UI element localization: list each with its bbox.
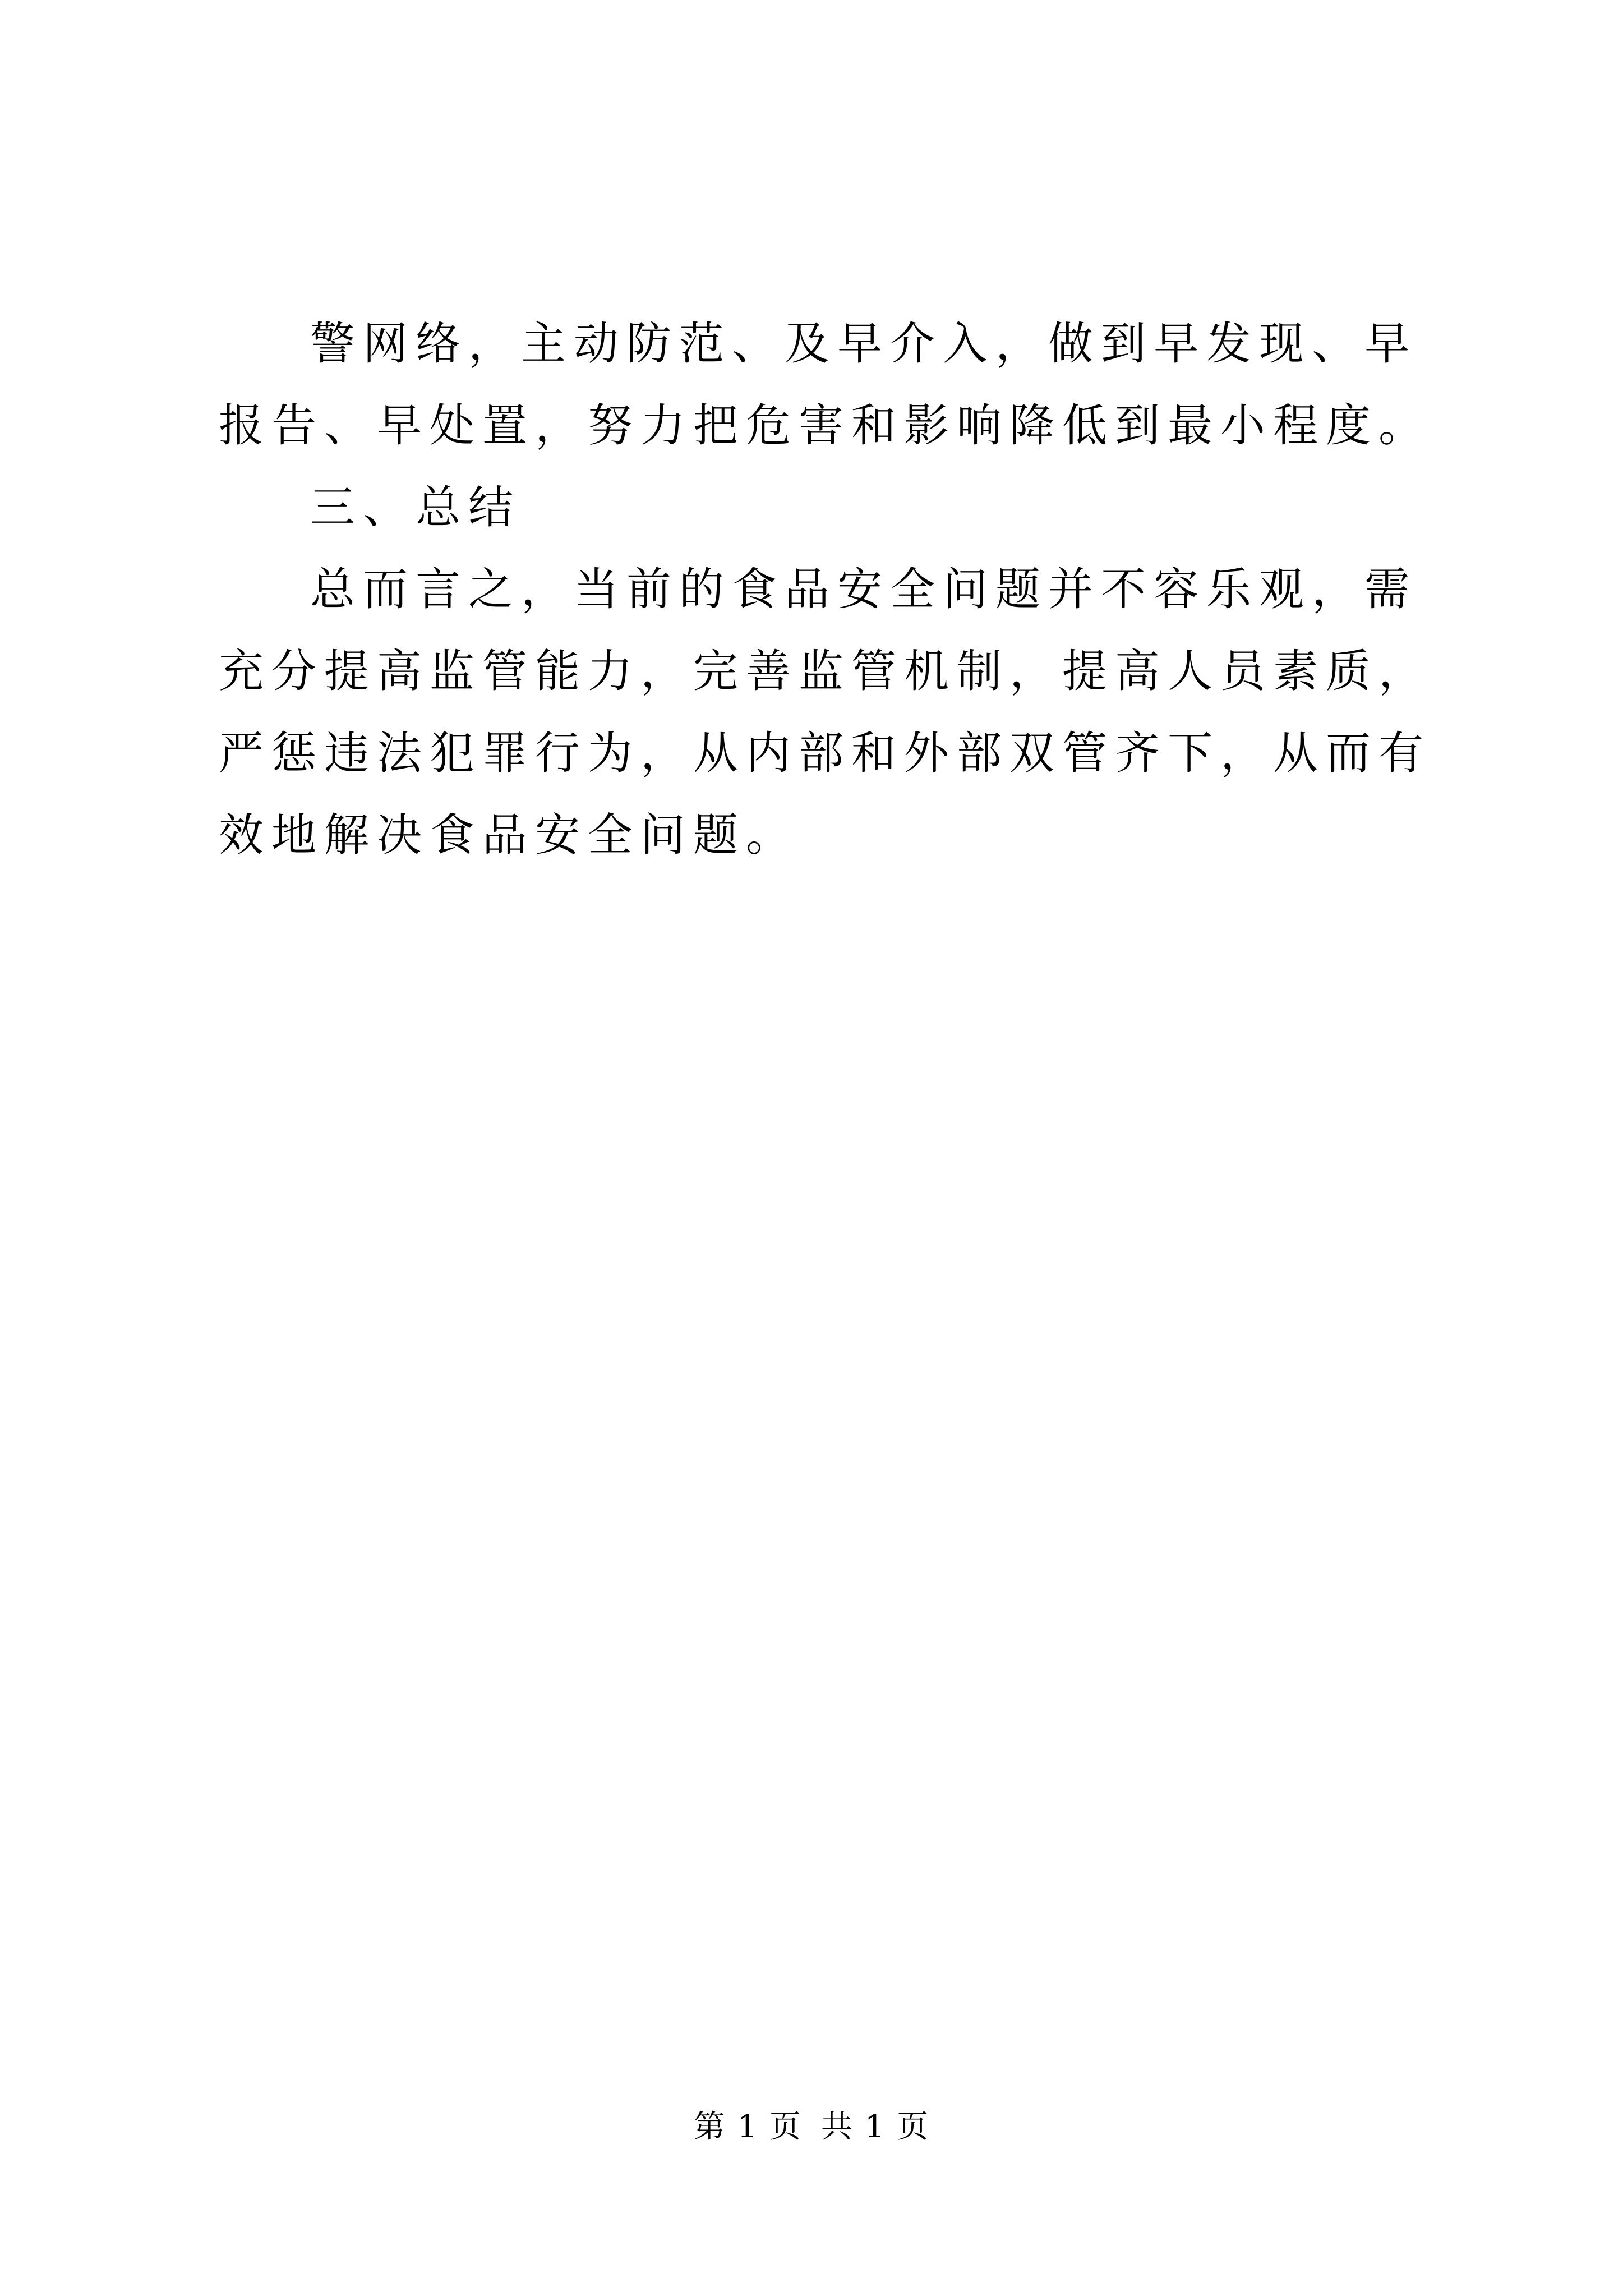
page-number: 第 1 页 [693, 2109, 802, 2145]
paragraph-continuation: 警网络，主动防范、及早介入，做到早发现、早报告、早处置，努力把危害和影响降低到最小程度。 [219, 318, 1431, 452]
section-heading-summary: 三、总结 [310, 481, 521, 533]
paragraph-summary: 总而言之，当前的食品安全问题并不容乐观，需充分提高监管能力，完善监管机制，提高人员素质，严惩违法犯罪行为，从内部和外部双管齐下，从而有效地解决食品安全问题。 [219, 563, 1431, 861]
page-total: 共 1 页 [821, 2109, 930, 2145]
page-footer [0, 2105, 1623, 2150]
document-body [219, 303, 1436, 876]
